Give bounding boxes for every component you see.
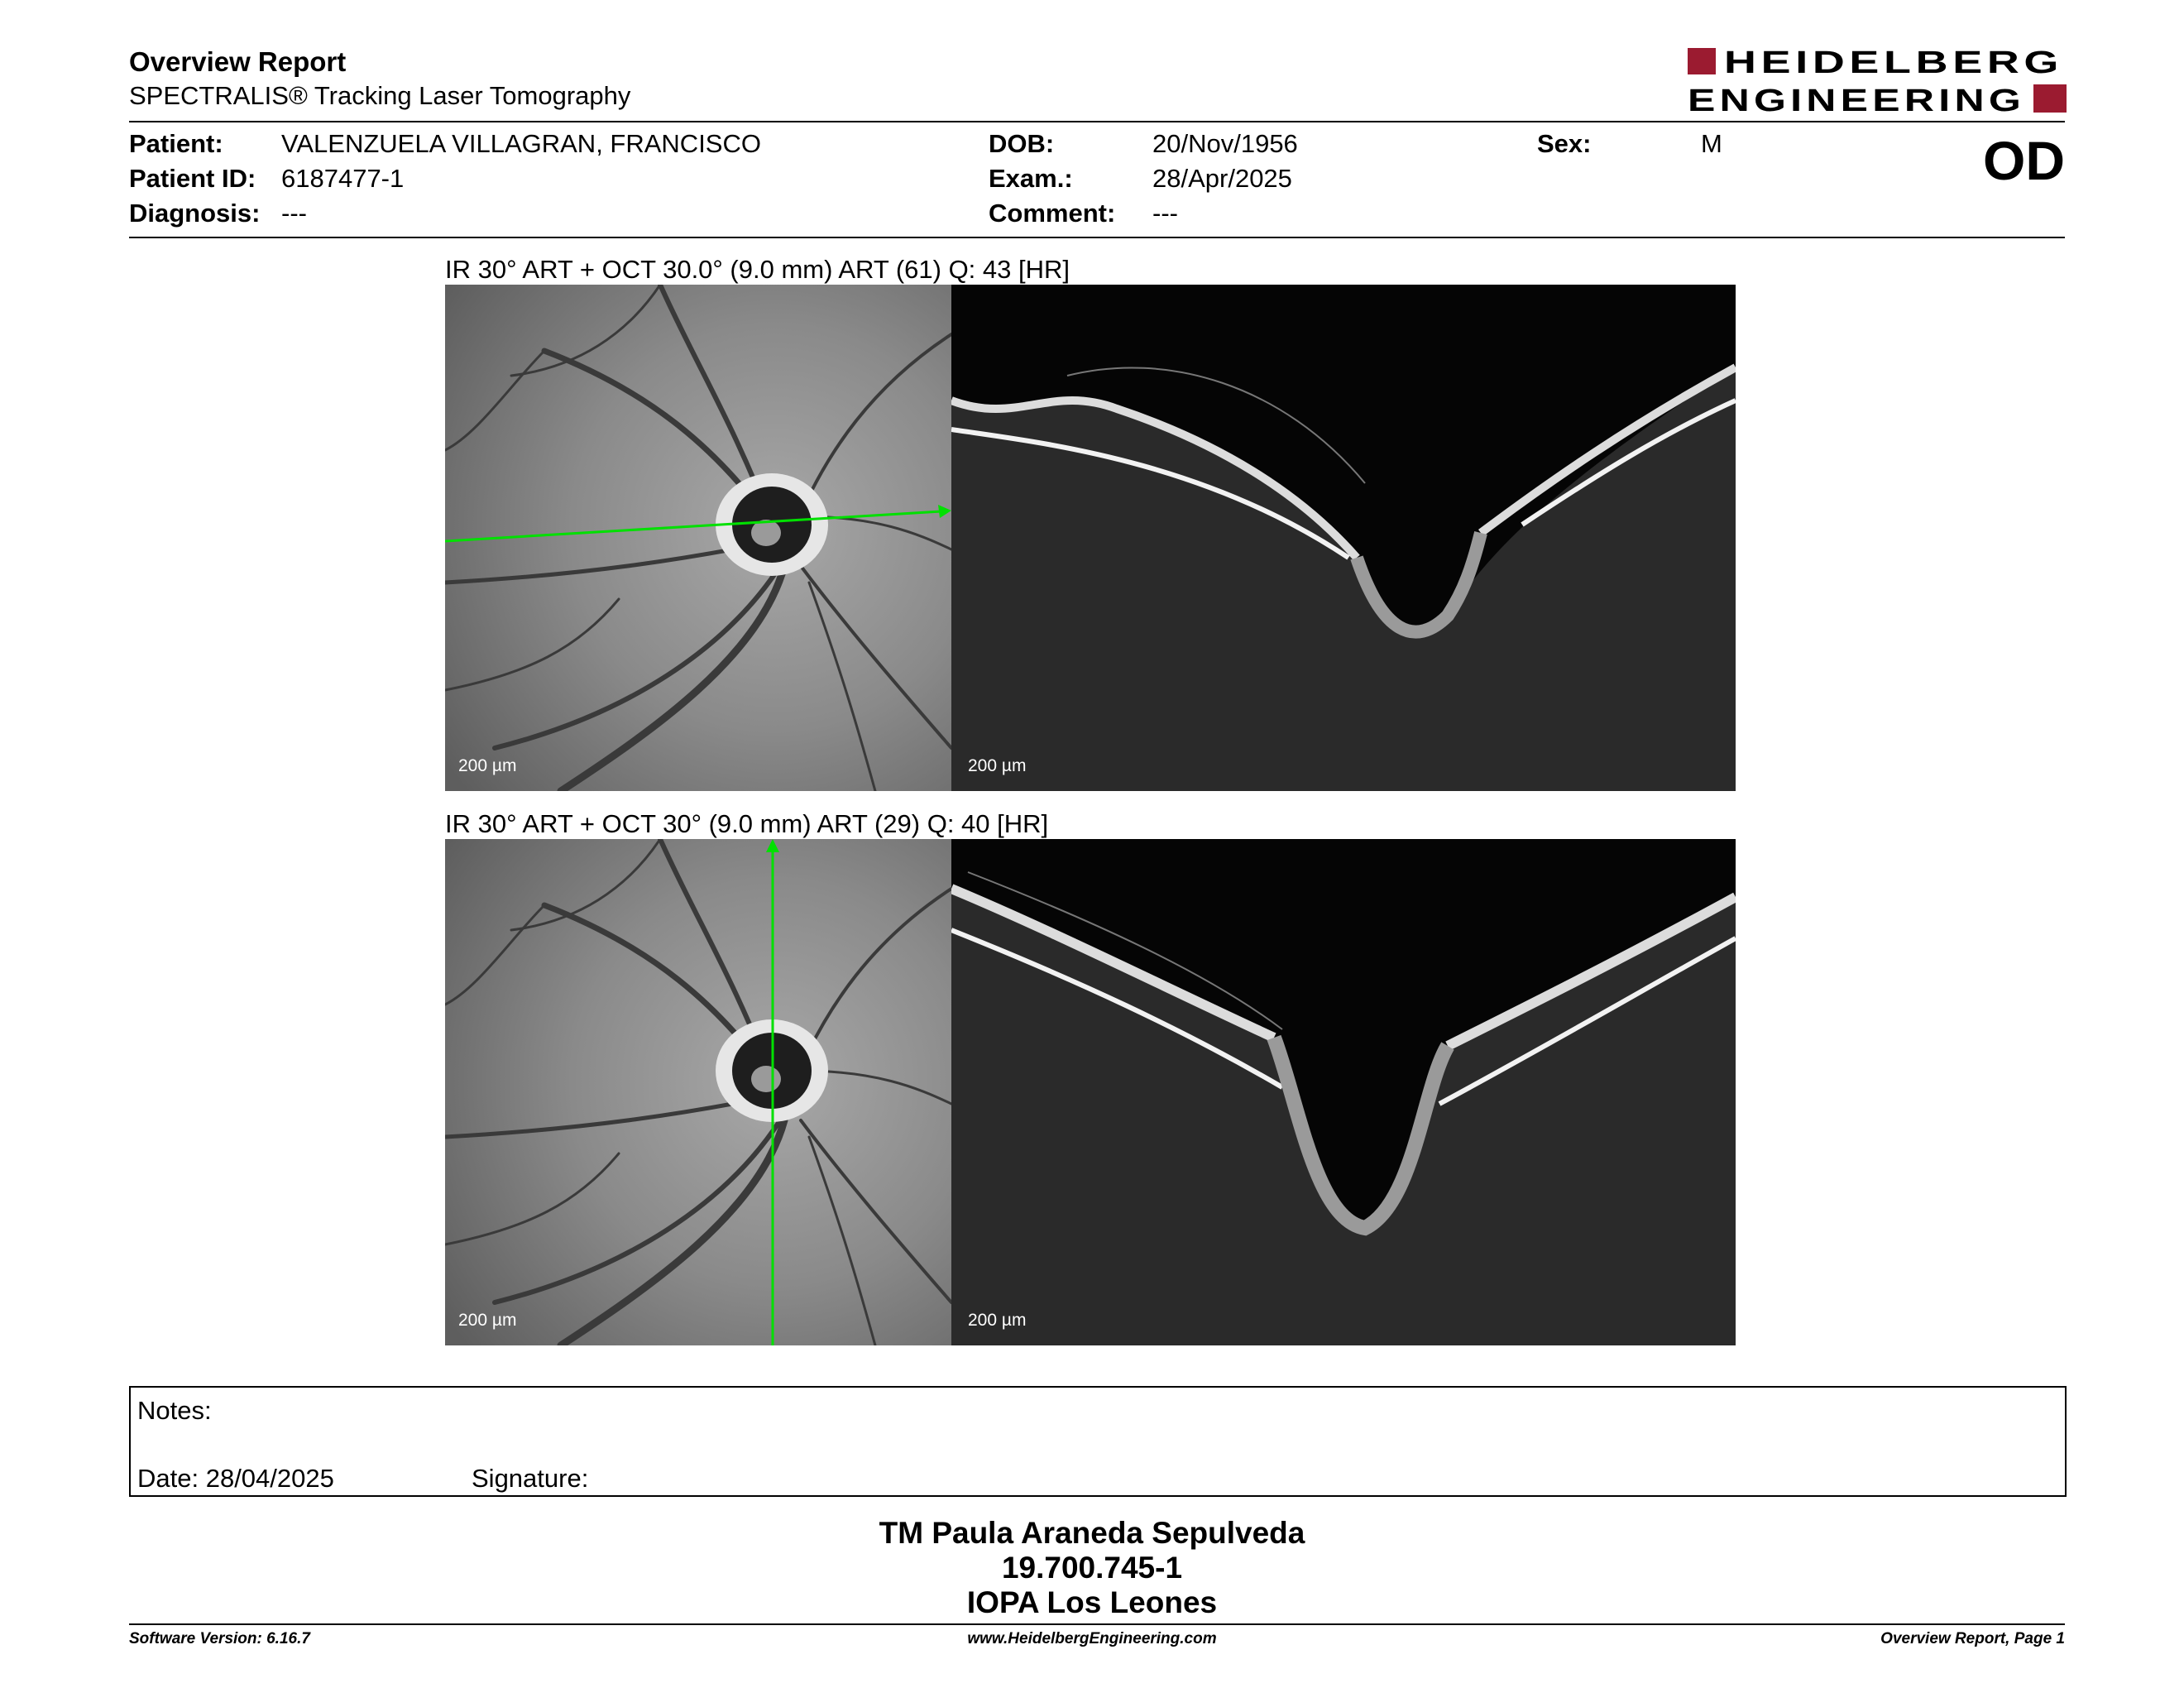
oct-2-render [951, 839, 1736, 1345]
patient-id: 6187477-1 [281, 164, 405, 193]
diagnosis-label: Diagnosis: [129, 199, 261, 228]
software-version: Software Version: 6.16.7 [129, 1630, 310, 1647]
oct-2-scale-label: 200 µm [968, 1311, 1027, 1330]
signer-name: TM Paula Araneda Sepulveda [879, 1516, 1305, 1550]
sex-label: Sex: [1537, 129, 1592, 158]
diagnosis-value: --- [281, 199, 307, 228]
comment-value: --- [1152, 199, 1178, 228]
report-title: Overview Report [129, 46, 347, 77]
eye-indicator: OD [1983, 130, 2065, 191]
notes-label: Notes: [137, 1396, 212, 1425]
dob-value: 20/Nov/1956 [1152, 129, 1298, 158]
scan-1-scan-line[interactable] [445, 285, 951, 791]
patient-name: VALENZUELA VILLAGRAN, FRANCISCO [281, 129, 761, 158]
website-link[interactable]: www.HeidelbergEngineering.com [967, 1630, 1217, 1647]
sex-value: M [1701, 129, 1722, 158]
patient-label: Patient: [129, 129, 223, 158]
signer-id: 19.700.745-1 [1001, 1551, 1183, 1585]
header-rule [129, 121, 2065, 122]
scan-2-scan-line[interactable] [445, 839, 951, 1345]
patient-id-label: Patient ID: [129, 164, 256, 193]
exam-value: 28/Apr/2025 [1152, 164, 1292, 193]
footer-rule [129, 1623, 2065, 1625]
scan-2-oct-image[interactable] [951, 839, 1736, 1345]
notes-date: Date: 28/04/2025 [137, 1464, 334, 1493]
notes-box[interactable] [129, 1386, 2067, 1497]
logo-line2: ENGINEERING [1688, 84, 2025, 116]
dob-label: DOB: [989, 129, 1055, 158]
exam-label: Exam.: [989, 164, 1073, 193]
patient-rule [129, 237, 2065, 238]
signature-label: Signature: [472, 1464, 589, 1493]
scan-1-oct-image[interactable] [951, 285, 1736, 791]
comment-label: Comment: [989, 199, 1116, 228]
page-number: Overview Report, Page 1 [1880, 1630, 2065, 1647]
oct-1-scale-label: 200 µm [968, 756, 1027, 775]
signer-institution: IOPA Los Leones [966, 1585, 1218, 1619]
heidelberg-logo [1688, 45, 2068, 116]
logo-line1: HEIDELBERG [1724, 46, 2063, 80]
fundus-1-scale-label: 200 µm [458, 756, 517, 775]
report-subtitle: SPECTRALIS® Tracking Laser Tomography [129, 81, 631, 110]
scan-2-title: IR 30° ART + OCT 30° (9.0 mm) ART (29) Q: 40 [HR] [445, 809, 1049, 838]
fundus-2-scale-label: 200 µm [458, 1311, 517, 1330]
scan-1-title: IR 30° ART + OCT 30.0° (9.0 mm) ART (61) Q: 43 [HR] [445, 255, 1070, 284]
oct-1-render [951, 285, 1736, 791]
